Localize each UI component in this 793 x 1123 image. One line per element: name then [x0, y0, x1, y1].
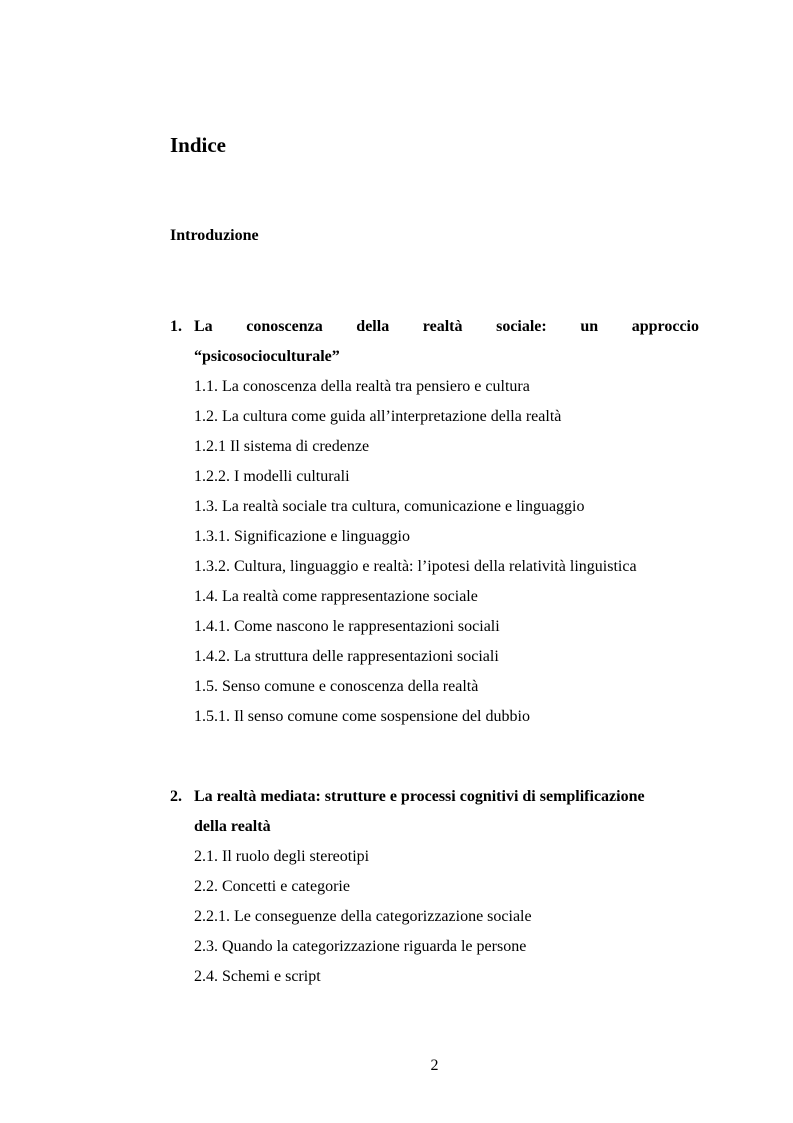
chapter-number: 2. — [170, 788, 182, 805]
toc-section-item: 1.2. La cultura come guida all’interpretazione della realtà — [194, 408, 562, 425]
toc-section-item: 2.2. Concetti e categorie — [194, 878, 350, 895]
toc-section-item: 1.5. Senso comune e conoscenza della realtà — [194, 678, 479, 695]
toc-chapter-2 — [170, 782, 699, 992]
toc-section-item: 1.2.2. I modelli culturali — [194, 468, 350, 485]
toc-section-item: 1.3.1. Significazione e linguaggio — [194, 528, 410, 545]
section-list — [170, 372, 699, 732]
page-number: 2 — [430, 1057, 439, 1074]
toc-section-item: 1.1. La conoscenza della realtà tra pensiero e cultura — [194, 378, 530, 395]
toc-introduction: Introduzione — [170, 227, 259, 244]
toc-section-item: 1.4.2. La struttura delle rappresentazioni sociali — [194, 648, 499, 665]
toc-section-item: 1.2.1 Il sistema di credenze — [194, 438, 370, 455]
chapter-heading — [170, 782, 699, 842]
section-list — [170, 842, 699, 992]
toc-chapter-1 — [170, 312, 699, 732]
chapter-title-line-2: della realtà — [194, 818, 271, 835]
toc-section-item: 2.1. Il ruolo degli stereotipi — [194, 848, 370, 865]
toc-section-item: 2.2.1. Le conseguenze della categorizzazione sociale — [194, 908, 532, 925]
toc-section-item: 1.3.2. Cultura, linguaggio e realtà: l’ipotesi della relatività linguistica — [194, 558, 637, 575]
toc-section-item: 1.4. La realtà come rappresentazione sociale — [194, 588, 478, 605]
toc-section-item: 1.4.1. Come nascono le rappresentazioni sociali — [194, 618, 500, 635]
chapter-title-line-1: La realtà mediata: strutture e processi cognitivi di semplificazione — [194, 788, 645, 805]
page-title: Indice — [170, 133, 227, 157]
toc-section-item: 2.3. Quando la categorizzazione riguarda le persone — [194, 938, 527, 955]
chapter-title-line-2: “psicosocioculturale” — [194, 348, 340, 365]
chapter-title-line-1: La conoscenza della realtà sociale: un approccio — [194, 318, 699, 335]
chapter-number: 1. — [170, 318, 182, 335]
toc-section-item: 2.4. Schemi e script — [194, 968, 321, 985]
chapter-heading — [170, 312, 699, 372]
toc-section-item: 1.5.1. Il senso comune come sospensione del dubbio — [194, 708, 530, 725]
toc-section-item: 1.3. La realtà sociale tra cultura, comunicazione e linguaggio — [194, 498, 585, 515]
